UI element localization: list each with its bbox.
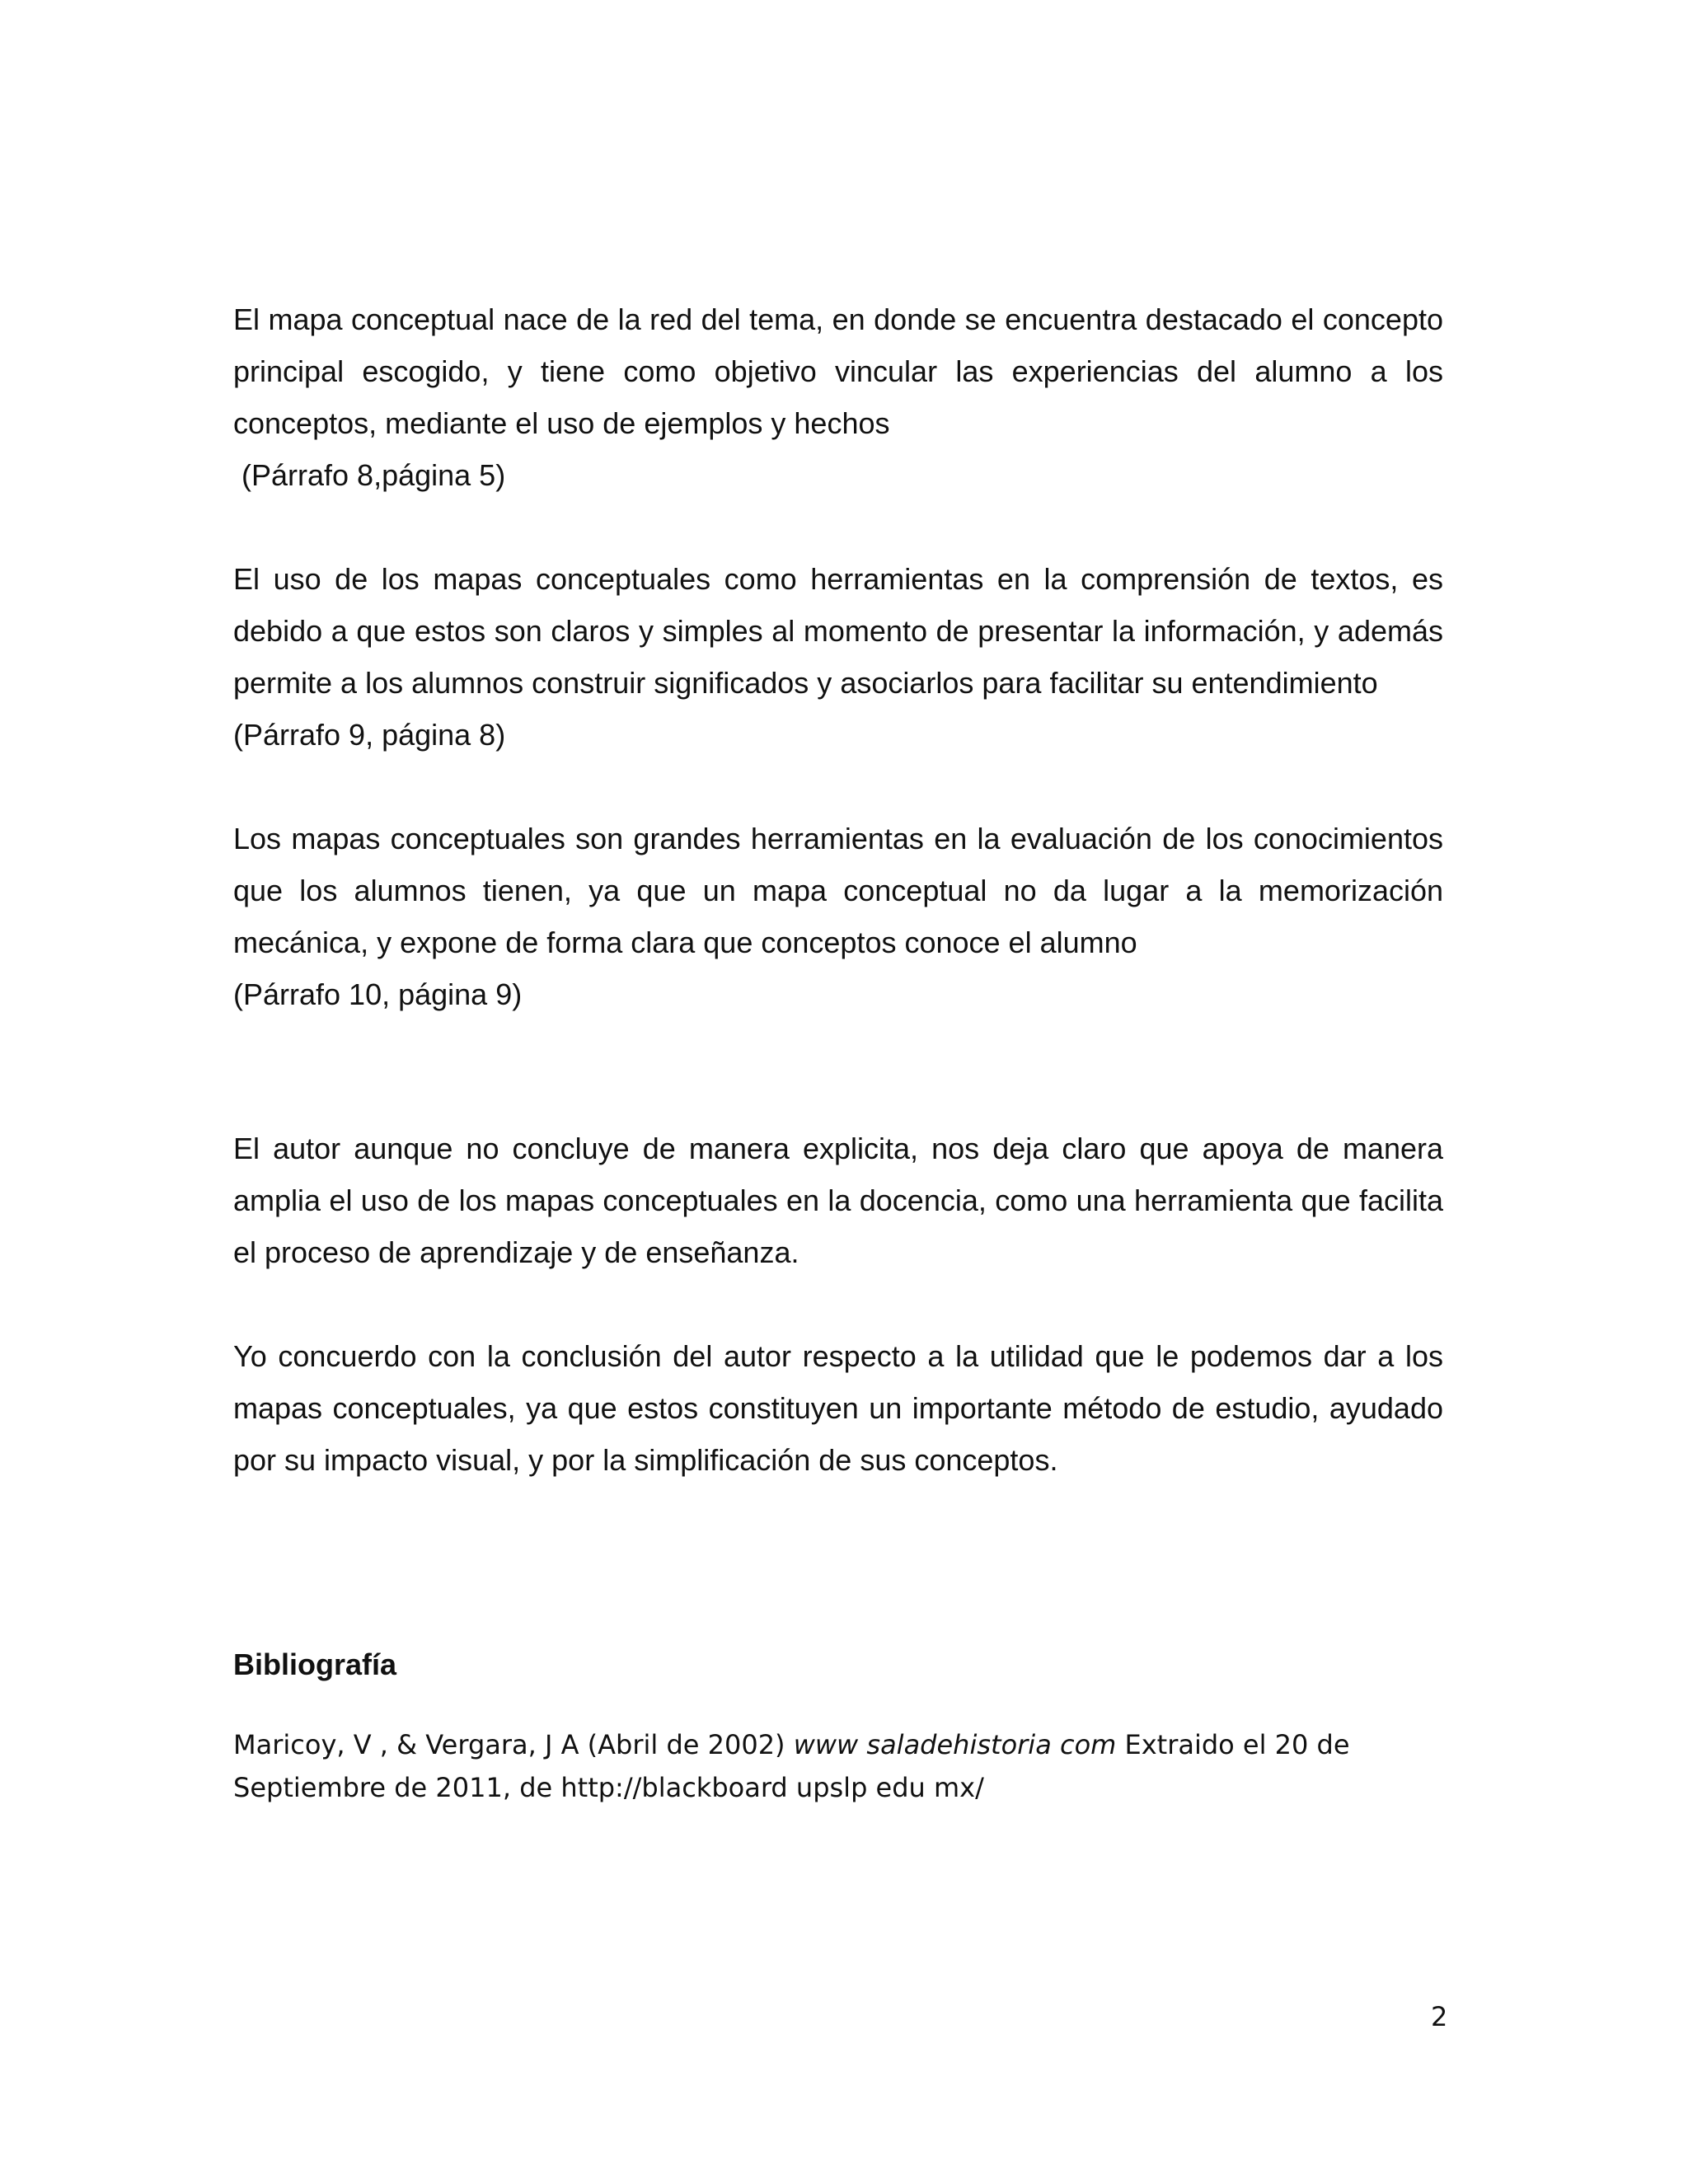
paragraph-1 [233, 293, 1443, 501]
bibliography-heading: Bibliografía [233, 1647, 397, 1681]
paragraph-2-citation: (Párrafo 9, página 8) [233, 718, 506, 752]
paragraph-3 [233, 813, 1443, 1020]
bibliography-entry-title: www saladehistoria com [793, 1729, 1117, 1760]
bibliography-entry-source: Extraido el 20 de Septiembre de 2011, de http://blackboard upslp edu mx/ [233, 1729, 1350, 1803]
paragraph-1-text: El mapa conceptual nace de la red del tema, en donde se encuentra destacado el concepto principal escogido, y tiene como objetivo vincular las experiencias del alumno a los conceptos, mediante el uso de ejemplos y hechos [233, 302, 1443, 440]
paragraph-2 [233, 553, 1443, 761]
bibliography-entry-authors: Maricoy, V , & Vergara, J A (Abril de 2002) [233, 1729, 794, 1760]
paragraph-1-citation: (Párrafo 8,página 5) [241, 458, 506, 492]
document-body [233, 293, 1443, 1486]
page-number: 2 [1431, 2001, 1448, 2032]
paragraph-4 [233, 1122, 1443, 1278]
paragraph-3-citation: (Párrafo 10, página 9) [233, 977, 523, 1011]
paragraph-2-text: El uso de los mapas conceptuales como herramientas en la comprensión de textos, es debido a que estos son claros y simples al momento de presentar la información, y además permite a los alumnos construir significados y asociarlos para facilitar su entendimiento [233, 562, 1443, 700]
paragraph-5 [233, 1330, 1443, 1486]
paragraph-3-text: Los mapas conceptuales son grandes herramientas en la evaluación de los conocimientos que los alumnos tienen, ya que un mapa conceptual no da lugar a la memorización mecánica, y expone de forma clara que conceptos conoce el alumno [233, 822, 1443, 959]
paragraph-4-text: El autor aunque no concluye de manera explicita, nos deja claro que apoya de manera amplia el uso de los mapas conceptuales en la docencia, como una herramienta que facilita el proceso de aprendizaje y de enseñanza. [233, 1132, 1443, 1269]
bibliography-entry [233, 1723, 1387, 1809]
paragraph-5-text: Yo concuerdo con la conclusión del autor respecto a la utilidad que le podemos dar a los mapas conceptuales, ya que estos constituyen un importante método de estudio, ayudado por su impacto visual, y por la simplificación de sus conceptos. [233, 1339, 1443, 1477]
